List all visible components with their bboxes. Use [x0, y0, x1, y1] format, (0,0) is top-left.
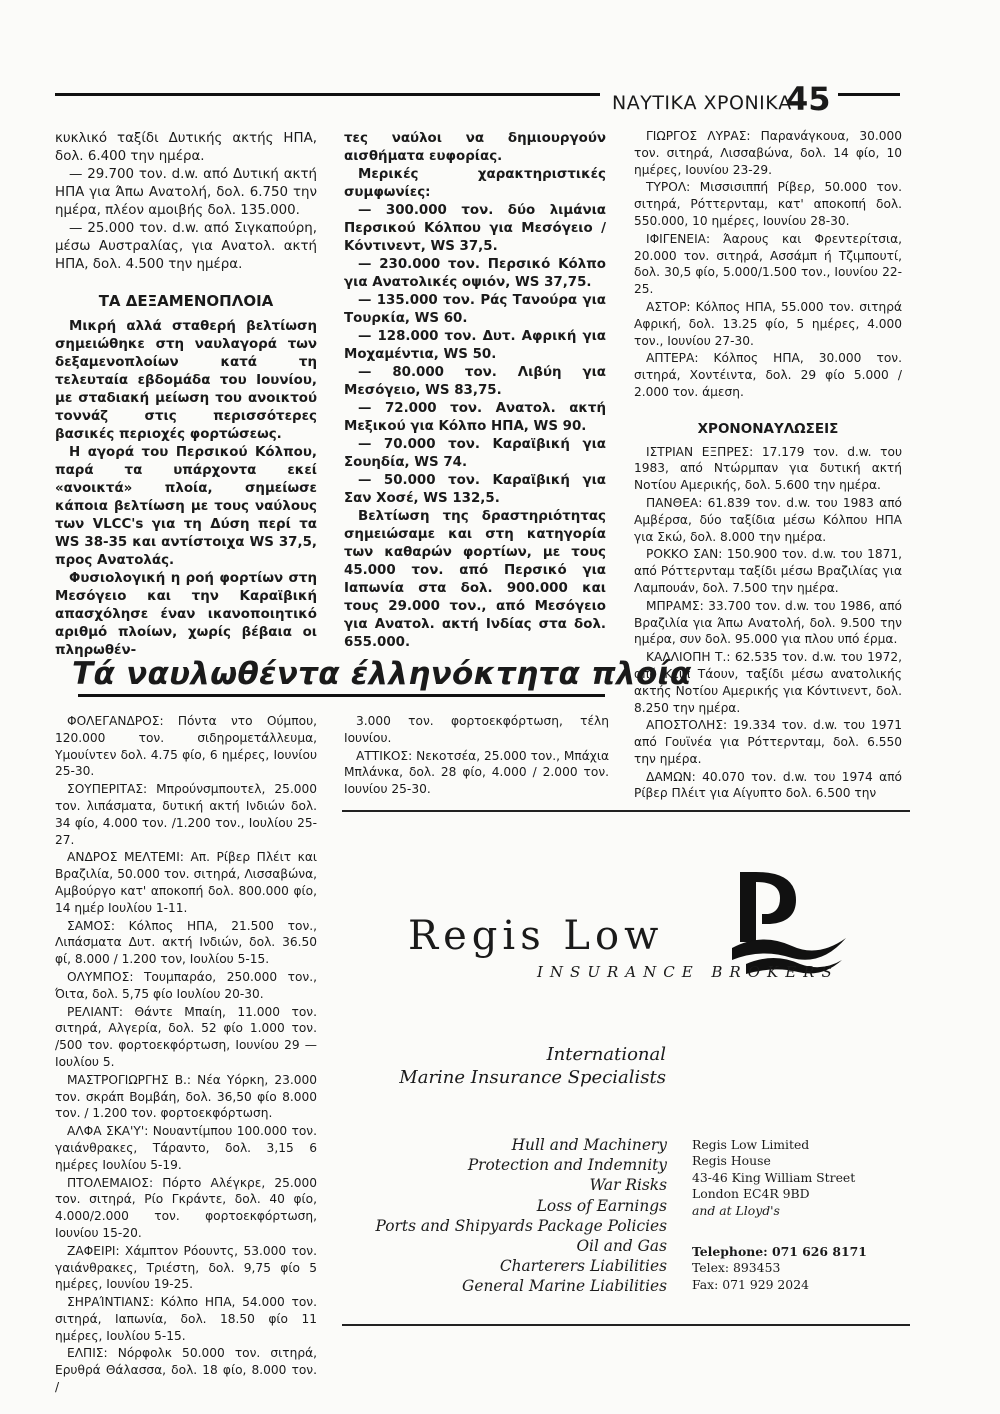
service-item: Hull and Machinery [511, 1136, 667, 1154]
address-line: London EC4R 9BD [692, 1186, 810, 1202]
column-1 [55, 130, 317, 660]
entry: ΑΣΤΟΡ: Κόλπος ΗΠΑ, 55.000 τον. σιτηρά Αφρική, δολ. 13.25 φίο, 5 ημέρες, 4.000 τον., Ιουνίου 27-30. [634, 299, 902, 348]
company-contact [692, 1244, 867, 1293]
entry: ΑΠΤΕΡΑ: Κόλπος ΗΠΑ, 30.000 τον. σιτηρά, Χοντέιντα, δολ. 29 φίο 5.000 / 2.000 τον. άμεση. [634, 351, 902, 399]
chartered-ships-list-right [344, 713, 609, 799]
service-item: Charterers Liabilities [499, 1257, 667, 1276]
list-item: ΟΛΥΜΠΟΣ: Τουμπαράο, 250.000 τον., Όιτα, δολ. 5,75 φίο Ιουλίου 20-30. [55, 969, 317, 1001]
fax: Fax: 071 929 2024 [692, 1276, 809, 1292]
list-item: ΑΛΦΑ ΣΚΑ'Υ': Νουαντίμπου 100.000 τον. γαιάνθρακες, Τάραντο, δολ. 3,15 6 ημέρες Ιουλίου 5-19. [55, 1124, 317, 1172]
paragraph: — 70.000 τον. Καραϊβική για Σουηδία, WS 74. [344, 437, 606, 470]
list-item: ΣΑΜΟΣ: Κόλπος ΗΠΑ, 21.500 τον., Λιπάσματα Δυτ. ακτή Ινδιών, δολ. 36.50 φί, 8.000 / 1.200 τον, Ιουλίου 5-15. [55, 918, 317, 967]
entry: ΓΙΩΡΓΟΣ ΛΥΡΑΣ: Παρανάγκουα, 30.000 τον. σιτηρά, Λισσαβώνα, δολ. 14 φίο, 10 ημέρες, Ιουνίου 23-29. [634, 129, 902, 177]
service-item: Ports and Shipyards Package Policies [375, 1216, 667, 1235]
ad-top-rule [342, 810, 910, 812]
regis-low-logo-icon [722, 868, 850, 976]
paragraph: τες ναύλοι να δημιουργούν αισθήματα ευφορίας. [344, 131, 606, 164]
list-item: ΜΑΣΤΡΟΓΙΩΡΓΗΣ Β.: Νέα Υόρκη, 23.000 τον. σκράπ Βομβάη, δολ. 36,50 φίο 8.000 τον. / 1.200 τον. φορτοεκφόρτωση. [55, 1072, 317, 1121]
paragraph: Βελτίωση της δραστηριότητας σημειώσαμε και στη κατηγορία των καθαρών φορτίων, με τους 45.000 τον. από Περσικό για Ιαπωνία στα δολ. 900.000 και τους 29.000 τον., από Μεσόγειο για Ανατολ. ακτή Ινδίας στα δολ. 655.000. [344, 509, 606, 650]
chartered-ships-list-left [55, 713, 317, 1397]
section-heading-tankers: ΤΑ ΔΕΞΑΜΕΝΟΠΛΟΙΑ [98, 292, 274, 310]
list-item: ΣΗΡΑΊΝΤΙΑΝΣ: Κόλπο ΗΠΑ, 54.000 τον. σιτηρά, Ιαπωνία, δολ. 18.50 φίο 11 ημέρες, Ιουλίου 5-15. [55, 1295, 317, 1343]
service-item: Oil and Gas [576, 1237, 667, 1256]
header-rule-left [55, 93, 600, 96]
paragraph: — 25.000 τον. d.w. από Σιγκαπούρη, μέσω Αυστραλίας, για Ανατολ. ακτή ΗΠΑ, δολ. 4.500 την ημέρα. [55, 221, 317, 272]
entry: ΑΠΟΣΤΟΛΗΣ: 19.334 τον. d.w. του 1971 από Γουϊνέα για Ρόττερνταμ, δολ. 6.550 την ημέρα. [634, 718, 902, 766]
ad-headline-line: Marine Insurance Specialists [399, 1067, 666, 1088]
service-item: Protection and Indemnity [467, 1156, 667, 1175]
column-2 [344, 130, 606, 652]
paragraph: Μερικές χαρακτηριστικές συμφωνίες: [344, 167, 606, 200]
service-item: General Marine Liabilities [462, 1277, 667, 1296]
list-item: ΑΤΤΙΚΟΣ: Νεκοτσέα, 25.000 τον., Μπάχια Μπλάνκα, δολ. 28 φίο, 4.000 / 2.000 τον. Ιουνίου 25-30. [344, 748, 609, 797]
banner-title: Τά ναυλωθέντα έλληνόκτητα πλοία [72, 656, 692, 692]
paragraph: — 135.000 τον. Ράς Τανούρα για Τουρκία, WS 60. [344, 293, 606, 326]
brand-tagline: INSURANCE BROKERS [537, 963, 839, 981]
list-item: ΡΕΛΙΑΝΤ: Θάντε Μπαίη, 11.000 τον. σιτηρά, Αλγερία, δολ. 52 φίο 1.000 τον. /500 τον. φορτοεκφόρτωση, Ιουνίου 29 — Ιουλίου 5. [55, 1004, 317, 1069]
ad-headline-line: International [546, 1044, 666, 1065]
page-number: 45 [786, 80, 831, 118]
entry: ΡΟΚΚΟ ΣΑΝ: 150.900 τον. d.w. του 1871, από Ρόττερνταμ ταξίδι μέσω Βραζιλίας για Λαμπουάν, δολ. 7.500 την ημέρα. [634, 547, 902, 595]
paragraph: κυκλικό ταξίδι Δυτικής ακτής ΗΠΑ, δολ. 6.400 την ημέρα. [55, 131, 317, 164]
brand-name: Regis Low [408, 913, 664, 959]
telex: Telex: 893453 [692, 1260, 781, 1276]
services-list [360, 1135, 667, 1297]
section-heading-time-charters: ΧΡΟΝΟΝΑΥΛΩΣΕΙΣ [697, 420, 839, 437]
column-3 [634, 128, 902, 803]
address-line: Regis House [692, 1153, 771, 1169]
paragraph: — 80.000 τον. Λιβύη για Μεσόγειο, WS 83,75. [344, 365, 606, 398]
header-rule-right [838, 93, 900, 96]
address-line: and at Lloyd's [692, 1202, 780, 1218]
list-item: ΠΤΟΛΕΜΑΙΟΣ: Πόρτο Αλέγκρε, 25.000 τον. σιτηρά, Ρίο Γκράντε, δολ. 40 φίο, 4.000/2.000 τον. φορτοεκφόρτωση, Ιουνίου 15-20. [55, 1175, 317, 1240]
entry: ΔΑΜΩΝ: 40.070 τον. d.w. του 1974 από Ρίβερ Πλέιτ για Αίγυπτο δολ. 6.500 την [634, 769, 902, 801]
list-item: ΑΝΔΡΟΣ ΜΕΛΤΕΜΙ: Απ. Ρίβερ Πλέιτ και Βραζιλία, 50.000 τον. σιτηρά, Λισσαβώνα, Αμβούργο κατ' αποκοπή δολ. 800.000 φίο, 14 ημέρ Ιουλίου 1-11. [55, 850, 317, 915]
list-item: ΣΟΥΠΕΡΙΤΑΣ: Μπρούνσμπουτελ, 25.000 τον. λιπάσματα, δυτική ακτή Ινδιών δολ. 34 φίο, 4.000 τον. /1.200 τον., Ιουλίου 25-27. [55, 782, 317, 847]
paragraph: — 230.000 τον. Περσικό Κόλπο για Ανατολικές οψιόν, WS 37,75. [344, 257, 606, 290]
list-item: ΦΟΛΕΓΑΝΔΡΟΣ: Πόντα ντο Ούμπου, 120.000 τον. σιδηρομετάλλευμα, Υμουίντεν δολ. 4.75 φίο, 6 ημέρες, Ιουνίου 25-30. [55, 714, 317, 779]
entry: ΚΑΛΛΙΟΠΗ Τ.: 62.535 τον. d.w. του 1972, από Κέιπ Τάουν, ταξίδι μέσω ανατολικής ακτής Νοτίου Αμερικής για Κόντινεντ, δολ. 8.250 την ημέρα. [634, 650, 902, 715]
address-line: 43-46 King William Street [692, 1169, 856, 1185]
entry: ΜΠΡΑΜΣ: 33.700 τον. d.w. του 1986, από Βραζιλία για Άπω Ανατολή, δολ. 9.500 την ημέρα, συν δολ. 95.000 για πλου υπό έρμα. [634, 598, 902, 647]
address-line: Regis Low Limited [692, 1137, 810, 1152]
list-item: ΖΑΦΕΙΡΙ: Χάμπτον Ρόουντς, 53.000 τον. γαιάνθρακες, Τριέστη, δολ. 9,75 φίο 5 ημέρες, Ιουνίου 19-25. [55, 1243, 317, 1292]
paragraph: Φυσιολογική η ροή φορτίων στη Μεσόγειο και την Καραϊβική απασχόλησε έναν ικανοποιητικό αριθμό πλοίων, χωρίς βέβαια οι πληρωθέν- [55, 571, 317, 658]
entry: ΠΑΝΘΕΑ: 61.839 τον. d.w. του 1983 από Αμβέρσα, δύο ταξίδια μέσω Κόλπου ΗΠΑ για Σκώ, δολ. 8.000 την ημέρα. [634, 495, 902, 544]
entry: ΙΦΙΓΕΝΕΙΑ: Άαρους και Φρεντερίτσια, 20.000 τον. σιτηρά, Ασσάμπ ή Τζιμπουτί, δολ. 30,5 φίο, 5.000/1.500 τον., Ιουνίου 22-25. [634, 231, 902, 297]
paragraph: — 50.000 τον. Καραϊβική για Σαν Χοσέ, WS 132,5. [344, 473, 606, 506]
service-item: Loss of Earnings [536, 1196, 667, 1215]
service-item: War Risks [589, 1176, 667, 1195]
entry: ΙΣΤΡΙΑΝ ΕΞΠΡΕΣ: 17.179 τον. d.w. του 1983, από Ντώρμπαν για δυτική ακτή Νοτίου Αμερικής, δολ. 5.600 την ημέρα. [634, 444, 902, 493]
magazine-title: ΝΑΥΤΙΚΑ ΧΡΟΝΙΚΑ [612, 92, 792, 114]
paragraph: — 300.000 τον. δύο λιμάνια Περσικού Κόλπου για Μεσόγειο /Κόντινεντ, WS 37,5. [344, 203, 606, 254]
paragraph: Μικρή αλλά σταθερή βελτίωση σημειώθηκε στη ναυλαγορά των δεξαμενοπλοίων κατά τη τελευταία εβδομάδα του Ιουνίου, με σταδιακή μείωση του ανοικτού τοννάζ στις περισσότερες βασικές περιοχές φορτώσεως. [55, 319, 317, 442]
list-item: 3.000 τον. φορτοεκφόρτωση, τέλη Ιουνίου. [344, 714, 609, 745]
ad-bottom-rule [342, 1324, 910, 1326]
entry: ΤΥΡΟΛ: Μισσισιππή Ρίβερ, 50.000 τον. σιτηρά, Ρόττερνταμ, κατ' αποκοπή δολ. 550.000, 10 ημέρες, Ιουνίου 28-30. [634, 180, 902, 228]
paragraph: — 128.000 τον. Δυτ. Αφρική για Μοχαμέντια, WS 50. [344, 329, 606, 362]
paragraph: — 29.700 τον. d.w. από Δυτική ακτή ΗΠΑ για Άπω Ανατολή, δολ. 6.750 την ημέρα, πλέον αμοιβής δολ. 135.000. [55, 167, 317, 218]
paragraph: Η αγορά του Περσικού Κόλπου, παρά τα υπάρχοντα εκεί «ανοικτά» πλοία, σημείωσε κάποια βελτίωση με τους ναύλους των VLCC's για τη Δύση περί τα WS 38-35 και αντίστοιχα WS 37,5, προς Ανατολάς. [55, 445, 317, 568]
paragraph: — 72.000 τον. Ανατολ. ακτή Μεξικού για Κόλπο ΗΠΑ, WS 90. [344, 401, 606, 434]
list-item: ΕΛΠΙΣ: Νόρφολκ 50.000 τον. σιτηρά, Ερυθρά Θάλασσα, δολ. 18 φίο, 8.000 τον. / [55, 1346, 317, 1395]
company-address [692, 1137, 855, 1219]
telephone: Telephone: 071 626 8171 [692, 1244, 867, 1259]
banner-underline [78, 694, 605, 697]
ad-headline [398, 1043, 666, 1089]
